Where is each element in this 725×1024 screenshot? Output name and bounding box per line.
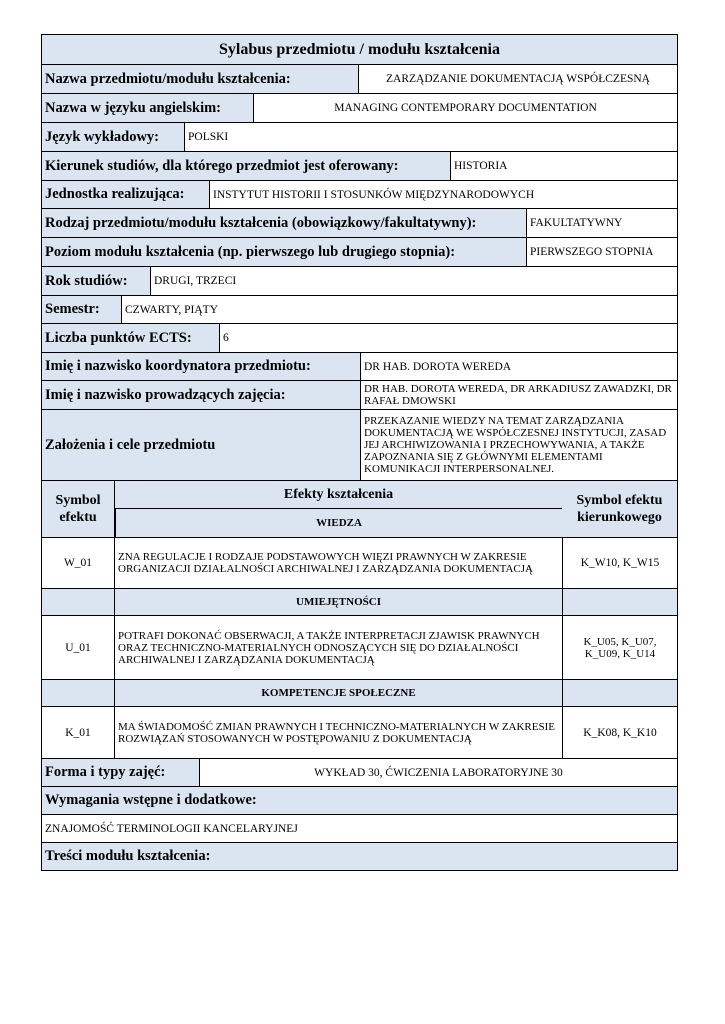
row-requirements-value [41, 815, 678, 843]
level-value: PIERWSZEGO STOPNIA [526, 238, 677, 266]
category-empty-left [42, 589, 114, 615]
row-unit [41, 181, 678, 209]
effect-text: ZNA REGULACJE I RODZAJE PODSTAWOWYCH WIĘZI PRAWNYCH W ZAKRESIE ORGANIZACJI DZIAŁALNOŚCI ARCHIWALNEJ I ZARZĄDZANIA DOKUMENTACJĄ [114, 538, 562, 588]
type-label: Rodzaj przedmiotu/modułu kształcenia (obowiązkowy/fakultatywny): [42, 209, 526, 237]
field-value: HISTORIA [450, 152, 677, 180]
row-type [41, 209, 678, 238]
category-row-kompetencje [41, 680, 678, 707]
teachers-label: Imię i nazwisko prowadzących zajęcia: [42, 381, 360, 409]
goals-label: Założenia i cele przedmiotu [42, 410, 360, 480]
category-wiedza: WIEDZA [115, 509, 562, 537]
year-value: DRUGI, TRZECI [150, 267, 677, 295]
title-row [41, 34, 678, 65]
row-forms [41, 759, 678, 787]
effects-middle-header [114, 481, 562, 537]
teachers-value: DR HAB. DOROTA WEREDA, DR ARKADIUSZ ZAWADZKI, DR RAFAŁ DMOWSKI [360, 381, 677, 409]
effect-direction: K_K08, K_K10 [562, 707, 677, 758]
english-name-label: Nazwa w języku angielskim: [42, 94, 253, 122]
effect-text: MA ŚWIADOMOŚĆ ZMIAN PRAWNYCH I TECHNICZNO-MATERIALNYCH W ZAKRESIE ROZWIĄZAŃ STOSOWANYCH W POSTĘPOWANIU Z DOKUMENTACJĄ [114, 707, 562, 758]
row-teachers [41, 381, 678, 410]
row-language [41, 123, 678, 152]
row-content [41, 843, 678, 871]
forms-label: Forma i typy zajęć: [42, 759, 199, 786]
requirements-value: ZNAJOMOŚĆ TERMINOLOGII KANCELARYJNEJ [42, 815, 677, 842]
row-field [41, 152, 678, 181]
ects-label: Liczba punktów ECTS: [42, 324, 219, 352]
language-value: POLSKI [184, 123, 677, 151]
row-course-name [41, 65, 678, 94]
category-empty-left [42, 680, 114, 706]
category-umiejetnosci: UMIEJĘTNOŚCI [114, 589, 562, 615]
requirements-label: Wymagania wstępne i dodatkowe: [42, 787, 677, 814]
type-value: FAKULTATYWNY [526, 209, 677, 237]
course-name-label: Nazwa przedmiotu/modułu kształcenia: [42, 65, 358, 93]
forms-value: WYKŁAD 30, ĆWICZENIA LABORATORYJNE 30 [199, 759, 677, 786]
category-row-umiejetnosci [41, 589, 678, 616]
row-level [41, 238, 678, 267]
unit-value: INSTYTUT HISTORII I STOSUNKÓW MIĘDZYNARODOWYCH [209, 181, 677, 208]
language-label: Język wykładowy: [42, 123, 184, 151]
row-year [41, 267, 678, 296]
category-empty-right [562, 589, 677, 615]
row-requirements-label [41, 787, 678, 815]
effect-symbol: W_01 [42, 538, 114, 588]
year-label: Rok studiów: [42, 267, 150, 295]
category-empty-right [562, 680, 677, 706]
row-semester [41, 296, 678, 324]
row-ects [41, 324, 678, 353]
unit-label: Jednostka realizująca: [42, 181, 209, 208]
ects-value: 6 [219, 324, 677, 352]
effects-direction-header: Symbol efektu kierunkowego [562, 481, 677, 537]
effect-direction: K_U05, K_U07, K_U09, K_U14 [562, 616, 677, 679]
effect-text: POTRAFI DOKONAĆ OBSERWACJI, A TAKŻE INTERPRETACJI ZJAWISK PRAWNYCH ORAZ TECHNICZNO-MATERIALNYCH ODNOSZĄCYCH SIĘ DO DZIAŁALNOŚCI ARCHIWALNEJ I ZARZĄDZANIA DOKUMENTACJĄ [114, 616, 562, 679]
english-name-value: MANAGING CONTEMPORARY DOCUMENTATION [253, 94, 677, 122]
effect-row-k01 [41, 707, 678, 759]
semester-label: Semestr: [42, 296, 121, 323]
row-english-name [41, 94, 678, 123]
effect-symbol: U_01 [42, 616, 114, 679]
level-label: Poziom modułu kształcenia (np. pierwszego lub drugiego stopnia): [42, 238, 526, 266]
coordinator-label: Imię i nazwisko koordynatora przedmiotu: [42, 353, 360, 380]
page-title: Sylabus przedmiotu / modułu kształcenia [42, 35, 677, 64]
coordinator-value: DR HAB. DOROTA WEREDA [360, 353, 677, 380]
category-kompetencje: KOMPETENCJE SPOŁECZNE [114, 680, 562, 706]
effects-symbol-header: Symbol efektu [42, 481, 114, 537]
field-label: Kierunek studiów, dla którego przedmiot jest oferowany: [42, 152, 450, 180]
effect-row-u01 [41, 616, 678, 680]
effect-row-w01 [41, 538, 678, 589]
row-goals [41, 410, 678, 481]
effect-direction: K_W10, K_W15 [562, 538, 677, 588]
content-label: Treści modułu kształcenia: [42, 843, 677, 870]
effects-title-header: Efekty kształcenia [115, 481, 562, 509]
effects-header [41, 481, 678, 538]
effect-symbol: K_01 [42, 707, 114, 758]
syllabus-table [41, 34, 678, 871]
course-name-value: ZARZĄDZANIE DOKUMENTACJĄ WSPÓŁCZESNĄ [358, 65, 677, 93]
goals-value: PRZEKAZANIE WIEDZY NA TEMAT ZARZĄDZANIA DOKUMENTACJĄ WE WSPÓŁCZESNEJ INSTYTUCJI, ZASAD JEJ ARCHIWIZOWANIA I PRZECHOWYWANIA, A TAKŻE ZAPOZNANIA SIĘ Z GŁÓWNYMI ELEMENTAMI KOMUNIKACJI INTERPERSONALNEJ. [360, 410, 677, 480]
semester-value: CZWARTY, PIĄTY [121, 296, 677, 323]
row-coordinator [41, 353, 678, 381]
